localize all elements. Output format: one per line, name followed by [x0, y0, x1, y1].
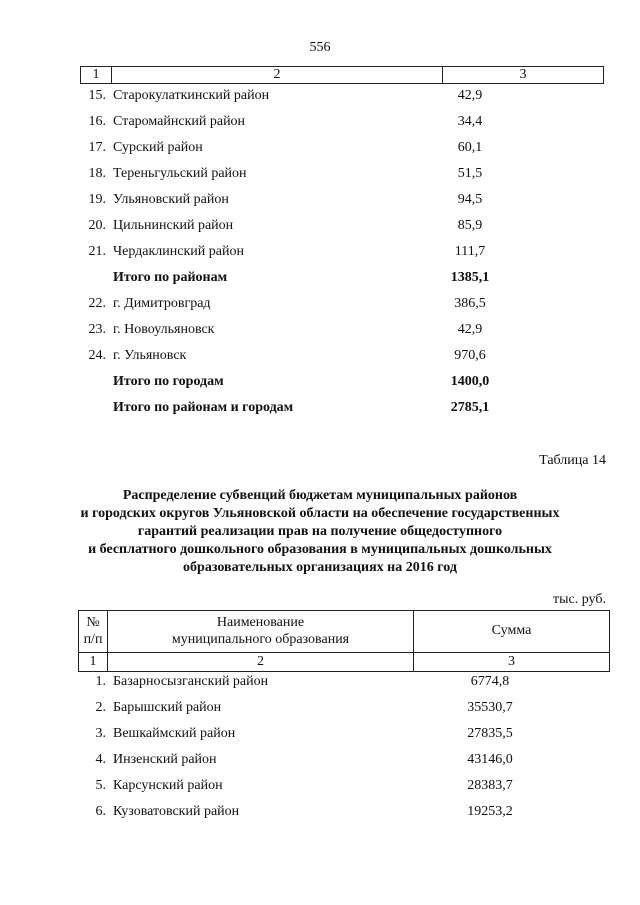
row-name: Старокулаткинский район — [113, 88, 270, 103]
table-row — [0, 802, 640, 822]
row-value: 51,5 — [457, 166, 483, 181]
title-line: и бесплатного дошкольного образования в муниципальных дошкольных — [88, 542, 552, 557]
table-row — [0, 112, 640, 132]
column-number-header-line1: № — [86, 615, 100, 630]
table-row — [0, 138, 640, 158]
row-value: 1400,0 — [450, 374, 490, 389]
table-row — [0, 242, 640, 262]
row-value: 1385,1 — [450, 270, 490, 285]
row-value: 35530,7 — [467, 700, 513, 715]
row-number: 21. — [88, 244, 106, 259]
row-name: Вешкаймский район — [113, 726, 236, 741]
table-row — [0, 190, 640, 210]
table-row — [0, 346, 640, 366]
row-value: 85,9 — [457, 218, 483, 233]
row-number: 1. — [95, 674, 106, 689]
index-col1: 1 — [89, 654, 97, 669]
table-row — [0, 750, 640, 770]
row-value: 27835,5 — [467, 726, 513, 741]
row-value: 60,1 — [457, 140, 483, 155]
column-name-header-line1: Наименование — [216, 615, 305, 630]
row-name: Барышский район — [113, 700, 222, 715]
row-name: г. Димитровград — [113, 296, 211, 311]
index-col3: 3 — [508, 654, 515, 669]
table2-header — [78, 610, 610, 672]
row-value: 28383,7 — [467, 778, 513, 793]
total-row — [0, 398, 640, 418]
row-value: 43146,0 — [467, 752, 513, 767]
row-value: 6774,8 — [470, 674, 510, 689]
column-number-header — [79, 614, 107, 648]
row-value: 19253,2 — [467, 804, 513, 819]
table-row — [0, 320, 640, 340]
table-row — [0, 672, 640, 692]
row-number: 4. — [95, 752, 106, 767]
table1-header-col1: 1 — [92, 67, 100, 82]
row-name: г. Ульяновск — [113, 348, 187, 363]
row-number: 17. — [88, 140, 106, 155]
row-number: 22. — [88, 296, 106, 311]
row-value: 34,4 — [457, 114, 483, 129]
row-name: Карсунский район — [113, 778, 223, 793]
row-value: 42,9 — [457, 88, 483, 103]
column-number-header-line2: п/п — [83, 632, 103, 647]
table-row — [0, 164, 640, 184]
table1-header-col2: 2 — [273, 67, 281, 82]
row-value: 42,9 — [457, 322, 483, 337]
row-name: Итого по районам и городам — [113, 400, 294, 415]
row-name: Цильнинский район — [113, 218, 234, 233]
row-name: Кузоватовский район — [113, 804, 240, 819]
table-row — [0, 86, 640, 106]
row-name: Базарносызганский район — [113, 674, 269, 689]
table-row — [0, 724, 640, 744]
row-number: 6. — [95, 804, 106, 819]
table-row — [0, 216, 640, 236]
table1-header-col3: 3 — [519, 67, 527, 82]
column-name-header-line2: муниципального образования — [171, 632, 350, 647]
row-value: 970,6 — [454, 348, 486, 363]
row-name: Тереньгульский район — [113, 166, 247, 181]
row-value: 111,7 — [454, 244, 486, 259]
table1-header-row — [80, 66, 604, 84]
row-value: 94,5 — [457, 192, 483, 207]
row-number: 20. — [88, 218, 106, 233]
row-number: 18. — [88, 166, 106, 181]
table-row — [0, 776, 640, 796]
title-line: образовательных организациях на 2016 год — [183, 560, 457, 575]
row-name: Инзенский район — [113, 752, 217, 767]
row-name: г. Новоульяновск — [113, 322, 215, 337]
page-number: 556 — [309, 40, 331, 55]
subtotal-row — [0, 268, 640, 288]
row-number: 15. — [88, 88, 106, 103]
table-title — [0, 487, 640, 577]
row-value: 386,5 — [454, 296, 486, 311]
table-row — [0, 698, 640, 718]
index-col2: 2 — [257, 654, 264, 669]
title-line: Распределение субвенций бюджетам муниципальных районов — [122, 488, 518, 503]
row-number: 5. — [95, 778, 106, 793]
column-name-header — [108, 614, 413, 648]
column-sum-header: Сумма — [491, 623, 532, 638]
table-label: Таблица 14 — [539, 453, 606, 468]
units-label: тыс. руб. — [553, 592, 606, 607]
row-number: 3. — [95, 726, 106, 741]
row-name: Чердаклинский район — [113, 244, 244, 259]
row-number: 16. — [88, 114, 106, 129]
row-number: 2. — [95, 700, 106, 715]
row-name: Сурский район — [113, 140, 203, 155]
title-line: и городских округов Ульяновской области на обеспечение государственных — [80, 506, 560, 521]
row-name: Старомайнский район — [113, 114, 246, 129]
row-number: 24. — [88, 348, 106, 363]
row-value: 2785,1 — [450, 400, 490, 415]
title-line: гарантий реализации прав на получение общедоступного — [137, 524, 503, 539]
subtotal-row — [0, 372, 640, 392]
row-name: Итого по городам — [113, 374, 224, 389]
table-row — [0, 294, 640, 314]
row-number: 23. — [88, 322, 106, 337]
row-name: Ульяновский район — [113, 192, 229, 207]
row-name: Итого по районам — [113, 270, 228, 285]
row-number: 19. — [88, 192, 106, 207]
